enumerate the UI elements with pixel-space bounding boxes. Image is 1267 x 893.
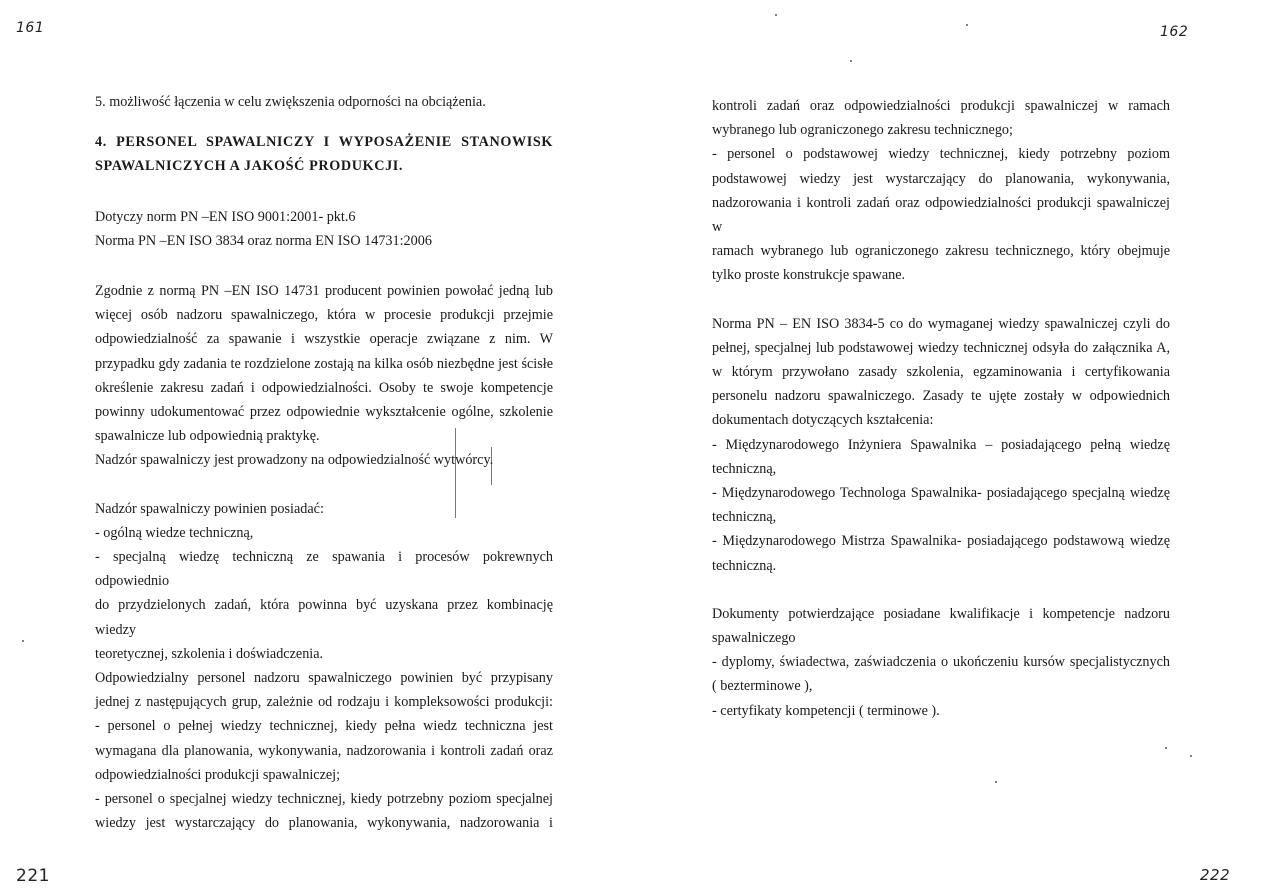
paragraph-line: podstawowej wiedzy jest wystarczający do planowania, wykonywania, <box>712 170 1170 187</box>
paragraph-line: więcej osób nadzoru spawalniczego, która w procesie produkcji przejmie <box>95 307 553 324</box>
paragraph-line: dokumentach dotyczących kształcenia: <box>712 412 934 429</box>
list-item: ( bezterminowe ), <box>712 678 813 695</box>
scan-speck <box>775 14 777 16</box>
paragraph-line: - personel o pełnej wiedzy technicznej, kiedy pełna wiedz techniczna jest <box>95 718 553 735</box>
scan-speck <box>1165 747 1167 749</box>
scan-speck <box>22 640 24 642</box>
paragraph-line: powinny udokumentować przez odpowiednie wykształcenie ogólne, szkolenie <box>95 404 553 421</box>
page-mark-top-right: 162 <box>1160 24 1189 40</box>
paragraph-line: jednej z następujących grup, zależnie od rodzaju i kompleksowości produkcji: <box>95 694 553 711</box>
page-mark-top-left: 161 <box>16 20 45 36</box>
list-item: techniczną, <box>712 460 777 477</box>
norms-line-2: Norma PN –EN ISO 3834 oraz norma EN ISO 14731:2006 <box>95 232 432 249</box>
list-item: techniczną. <box>712 557 777 574</box>
list-item: - Międzynarodowego Mistrza Spawalnika- posiadającego podstawową wiedzę <box>712 533 1170 550</box>
list-item: teoretycznej, szkolenia i doświadczenia. <box>95 645 324 662</box>
list-item: - dyplomy, świadectwa, zaświadczenia o ukończeniu kursów specjalistycznych <box>712 654 1170 671</box>
right-page <box>712 94 1170 723</box>
list-item: - certyfikaty kompetencji ( terminowe ). <box>712 702 940 719</box>
paragraph-line: wybranego lub ograniczonego zakresu technicznego; <box>712 122 1013 139</box>
scan-speck <box>850 60 852 62</box>
paragraph-line: Nadzór spawalniczy powinien posiadać: <box>95 500 324 517</box>
paragraph-line: nadzorowania i kontroli zadań oraz odpowiedzialności produkcji spawalniczej w <box>712 194 1170 236</box>
paragraph-line: Odpowiedzialny personel nadzoru spawalniczego powinien być przypisany <box>95 670 553 687</box>
paragraph-line: Zgodnie z normą PN –EN ISO 14731 producent powinien powołać jedną lub <box>95 283 553 300</box>
paragraph-line: spawalnicze lub odpowiednią praktykę. <box>95 428 320 445</box>
page-mark-bottom-left: 221 <box>16 866 50 886</box>
paragraph-line: odpowiedzialność za spawanie i wszystkie operacje związane z nim. W <box>95 331 553 348</box>
paragraph-line: ramach wybranego lub ograniczonego zakresu technicznego, który obejmuje <box>712 243 1170 260</box>
paragraph-line: pełnej, specjalnej lub podstawowej wiedzy technicznej odsyła do załącznika A, <box>712 339 1170 356</box>
paragraph-line: w którym przywołano zasady szkolenia, egzaminowania i certyfikowania <box>712 364 1170 381</box>
paragraph-line: personelu nadzoru spawalniczego. Zasady te ujęte zostały w odpowiednich <box>712 388 1170 405</box>
section-heading-line2: SPAWALNICZYCH A JAKOŚĆ PRODUKCJI. <box>95 158 404 175</box>
paragraph-line: wymagana dla planowania, wykonywania, nadzorowania i kontroli zadań oraz <box>95 742 553 759</box>
paragraph-line: - personel o specjalnej wiedzy technicznej, kiedy potrzebny poziom specjalnej <box>95 791 553 808</box>
section-heading-line1: 4. PERSONEL SPAWALNICZY I WYPOSAŻENIE STANOWISK <box>95 134 553 151</box>
list-item: - Międzynarodowego Technologa Spawalnika- posiadającego specjalną wiedzę <box>712 485 1170 502</box>
list-item: - specjalną wiedzę techniczną ze spawania i procesów pokrewnych odpowiednio <box>95 549 553 590</box>
paragraph-line: Nadzór spawalniczy jest prowadzony na odpowiedzialność wytwórcy. <box>95 452 494 469</box>
list-item-5: 5. możliwość łączenia w celu zwiększenia odporności na obciążenia. <box>95 94 486 110</box>
list-item: - Międzynarodowego Inżyniera Spawalnika – posiadającego pełną wiedzę <box>712 436 1170 453</box>
paragraph-line: kontroli zadań oraz odpowiedzialności produkcji spawalniczej w ramach <box>712 98 1170 114</box>
left-page <box>95 90 553 835</box>
paragraph-line: tylko proste konstrukcje spawane. <box>712 267 906 284</box>
scan-speck <box>1190 755 1192 757</box>
norms-line-1: Dotyczy norm PN –EN ISO 9001:2001- pkt.6 <box>95 208 356 225</box>
paragraph-line: Dokumenty potwierdzające posiadane kwalifikacje i kompetencje nadzoru <box>712 605 1170 622</box>
paragraph-line: odpowiedzialności produkcji spawalniczej; <box>95 766 341 783</box>
list-item: techniczną, <box>712 509 777 526</box>
page-mark-bottom-right: 222 <box>1200 866 1231 884</box>
paragraph-line: - personel o podstawowej wiedzy technicznej, kiedy potrzebny poziom <box>712 146 1170 163</box>
scan-speck <box>995 781 997 783</box>
list-item: - ogólną wiedze techniczną, <box>95 524 254 541</box>
scan-speck <box>966 24 968 26</box>
paragraph-line: przypadku gdy zadania te rozdzielone zostają na kilka osób niezbędne jest ścisłe <box>95 355 553 372</box>
list-item: do przydzielonych zadań, która powinna być uzyskana przez kombinację wiedzy <box>95 597 553 638</box>
paragraph-line: Norma PN – EN ISO 3834-5 co do wymaganej wiedzy spawalniczej czyli do <box>712 315 1170 332</box>
paragraph-line: spawalniczego <box>712 630 796 647</box>
paragraph-line: wiedzy jest wystarczający do planowania, wykonywania, nadzorowania i <box>95 815 553 832</box>
paragraph-line: określenie zakresu zadań i odpowiedzialności. Osoby te swoje kompetencje <box>95 379 553 396</box>
